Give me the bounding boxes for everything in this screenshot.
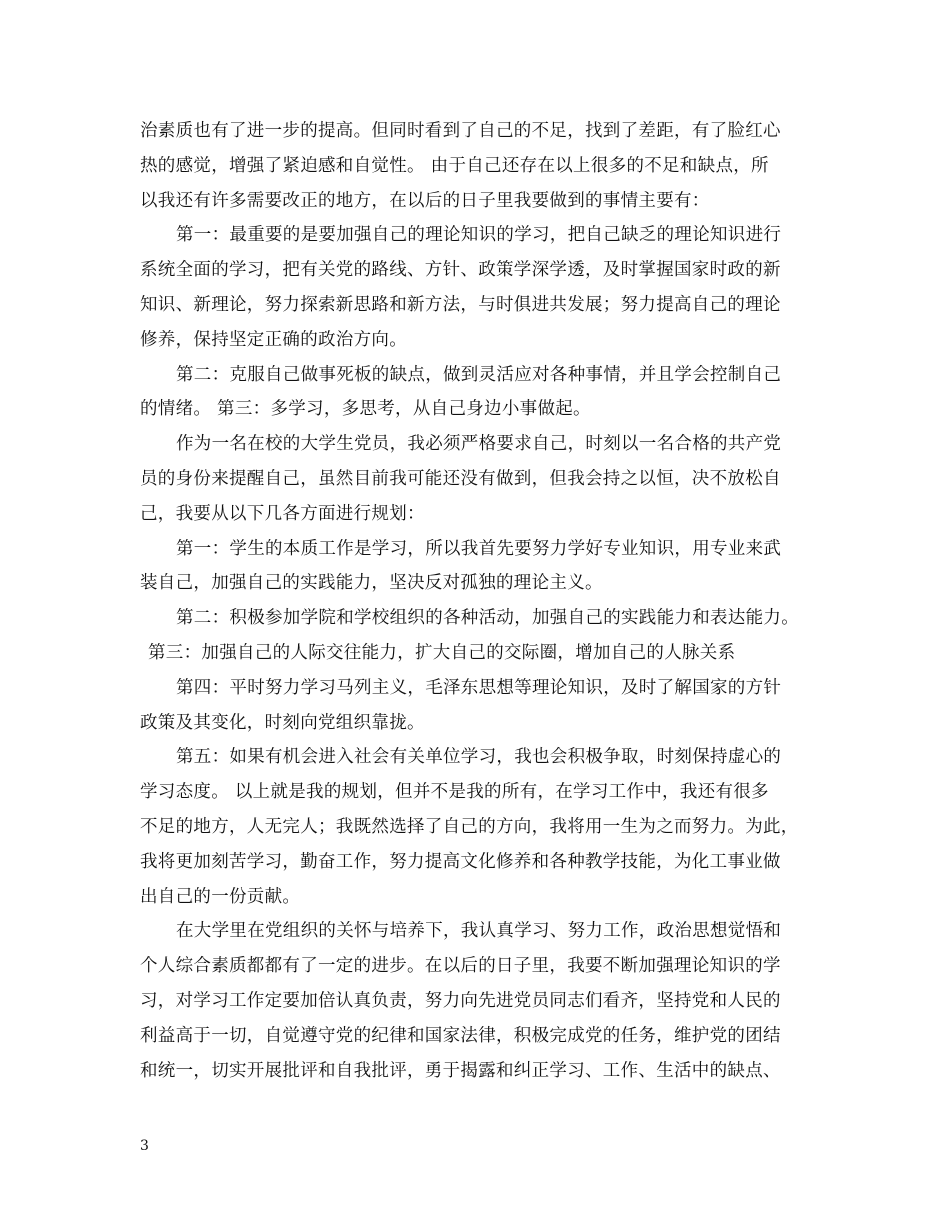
text-line: 以我还有许多需要改正的地方，在以后的日子里我要做到的事情主要有：: [140, 190, 710, 211]
text-line: 第四：平时努力学习马列主义，毛泽东思想等理论知识，及时了解国家的方针: [176, 677, 782, 698]
text-line: 第一：最重要的是要加强自己的理论知识的学习，把自己缺乏的理论知识进行: [176, 225, 782, 246]
text-line: 治素质也有了进一步的提高。但同时看到了自己的不足，找到了差距，有了脸红心: [140, 121, 781, 141]
text-line: 的情绪。 第三：多学习，多思考，从自己身边小事做起。: [140, 399, 591, 420]
text-line: 热的感觉，增强了紧迫感和自觉性。 由于自己还存在以上很多的不足和缺点，所: [140, 155, 769, 176]
text-line: 出自己的一份贡献。: [140, 886, 301, 907]
text-line: 知识、新理论，努力探索新思路和新方法，与时俱进共发展；努力提高自己的理论: [140, 294, 781, 315]
text-line: 政策及其变化，时刻向党组织靠拢。: [140, 712, 425, 733]
text-line: 利益高于一切，自觉遵守党的纪律和国家法律，积极完成党的任务，维护党的团结: [140, 1025, 781, 1046]
text-line: 员的身份来提醒自己，虽然目前我可能还没有做到，但我会持之以恒，决不放松自: [140, 468, 781, 489]
text-line: 个人综合素质都都有了一定的进步。在以后的日子里，我要不断加强理论知识的学: [140, 956, 781, 977]
text-line: 修养，保持坚定正确的政治方向。: [140, 329, 407, 350]
text-line: 第二：克服自己做事死板的缺点，做到灵活应对各种事情，并且学会控制自己: [176, 364, 782, 385]
text-line: 不足的地方，人无完人；我既然选择了自己的方向，我将用一生为之而努力。为此，: [140, 816, 799, 837]
text-line: 和统一，切实开展批评和自我批评，勇于揭露和纠正学习、工作、生活中的缺点、: [140, 1060, 781, 1081]
page-number: 3: [140, 1138, 149, 1154]
text-line: 在大学里在党组织的关怀与培养下，我认真学习、努力工作，政治思想觉悟和: [176, 921, 782, 942]
text-line: 习，对学习工作定要加倍认真负责，努力向先进党员同志们看齐，坚持党和人民的: [140, 990, 781, 1011]
text-line: 系统全面的学习，把有关党的路线、方针、政策学深学透，及时掌握国家时政的新: [140, 260, 781, 281]
text-line: 学习态度。 以上就是我的规划，但并不是我的所有，在学习工作中，我还有很多: [140, 782, 769, 803]
text-line: 第二：积极参加学院和学校组织的各种活动，加强自己的实践能力和表达能力。: [176, 608, 799, 629]
text-line: 我将更加刻苦学习，勤奋工作，努力提高文化修养和各种教学技能，为化工事业做: [140, 851, 781, 872]
text-line: 第一：学生的本质工作是学习，所以我首先要努力学好专业知识，用专业来武: [176, 538, 782, 559]
text-line: 第五：如果有机会进入社会有关单位学习，我也会积极争取，时刻保持虚心的: [176, 747, 782, 768]
text-line: 己，我要从以下几各方面进行规划：: [140, 503, 425, 524]
document-body: [140, 114, 830, 1088]
text-line: 装自己，加强自己的实践能力，坚决反对孤独的理论主义。: [140, 573, 603, 594]
text-line: 第三：加强自己的人际交往能力，扩大自己的交际圈，增加自己的人脉关系: [148, 642, 736, 663]
text-line: 作为一名在校的大学生党员，我必须严格要求自己，时刻以一名合格的共产党: [176, 434, 782, 455]
